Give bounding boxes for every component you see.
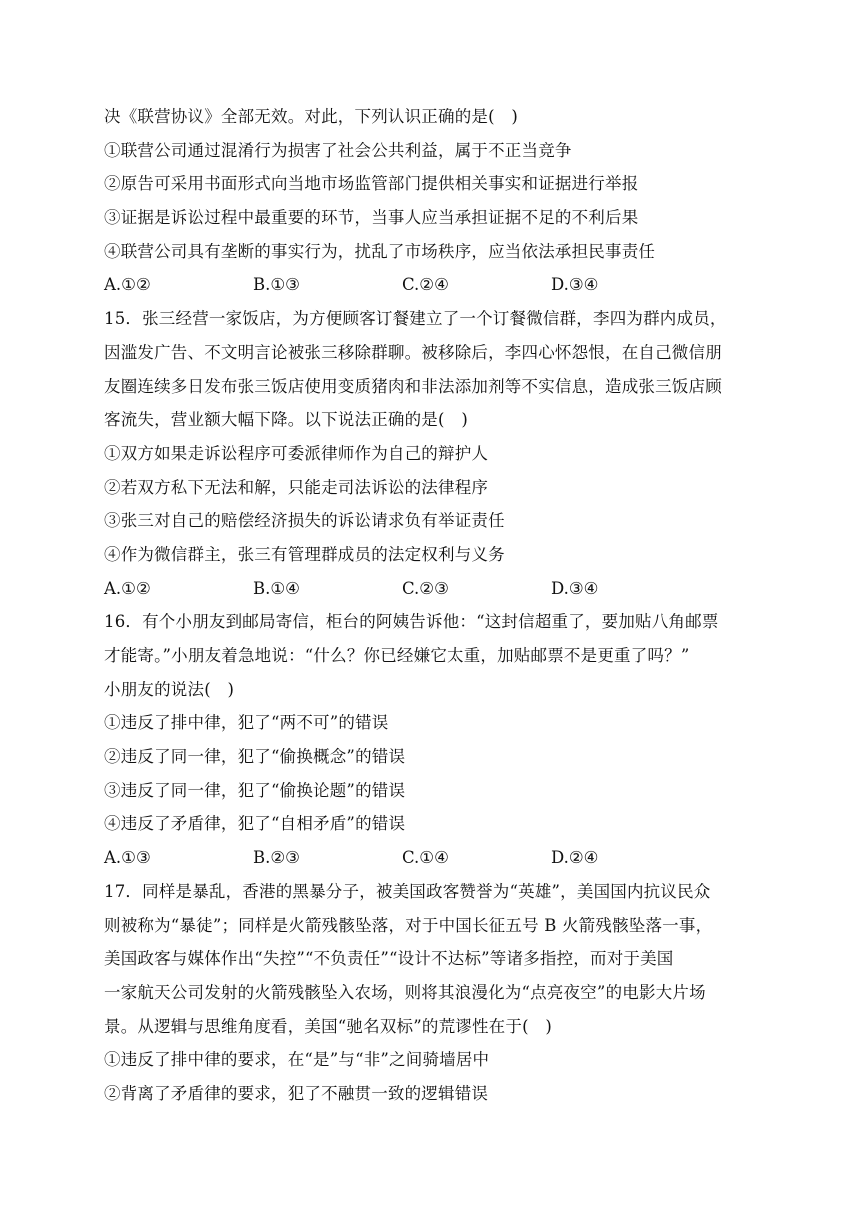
option-d: D.③④ [551, 578, 599, 598]
question-stem-line: 决《联营协议》全部无效。对此，下列认识正确的是( ) [104, 107, 519, 126]
question-stem-line: 因滥发广告、不文明言论被张三移除群聊。被移除后，李四心怀怨恨，在自己微信朋 [104, 342, 722, 362]
option-b: B.①④ [253, 578, 300, 598]
question-stem-line: 则被称为“暴徒”；同样是火箭残骸坠落，对于中国长征五号 B 火箭残骸坠落一事， [104, 915, 713, 935]
option-a: A.①② [104, 275, 151, 295]
statement-4: ④联营公司具有垄断的事实行为，扰乱了市场秩序，应当依法承担民事责任 [104, 241, 656, 261]
question-stem-line: 客流失，营业额大幅下降。以下说法正确的是( ) [104, 410, 468, 430]
question-stem-line: 小朋友的说法( ) [104, 679, 235, 699]
answer-options [104, 841, 754, 875]
option-a: A.①② [104, 578, 151, 598]
option-c: C.①④ [402, 848, 449, 868]
question-17 [104, 875, 754, 1111]
question-stem-line: 友圈连续多日发布张三饭店使用变质猪肉和非法添加剂等不实信息，造成张三饭店顾 [104, 376, 722, 396]
statement-2: ②若双方私下无法和解，只能走司法诉讼的法律程序 [104, 477, 489, 497]
question-list [104, 100, 754, 1111]
question-stem-line: 景。从逻辑与思维角度看，美国“驰名双标”的荒谬性在于( ) [104, 1016, 553, 1036]
answer-options [104, 572, 754, 606]
question-stem-line: 才能寄。”小朋友着急地说：“什么？你已经嫌它太重，加贴邮票不是更重了吗？” [104, 646, 690, 665]
option-a: A.①③ [104, 848, 151, 868]
option-c: C.②③ [402, 578, 449, 598]
statement-1: ①违反了排中律，犯了“两不可”的错误 [104, 713, 389, 733]
statement-1: ①联营公司通过混淆行为损害了社会公共利益，属于不正当竞争 [104, 140, 572, 160]
question-stem-line: 16．有个小朋友到邮局寄信，柜台的阿姨告诉他：“这封信超重了，要加贴八角邮票 [104, 612, 719, 632]
question-stem-line: 17．同样是暴乱，香港的黑暴分子，被美国政客赞誉为“英雄”，美国国内抗议民众 [104, 881, 711, 901]
answer-options [104, 268, 754, 302]
question-14 [104, 100, 754, 302]
option-c: C.②④ [402, 275, 449, 295]
question-stem-line: 一家航天公司发射的火箭残骸坠入农场，则将其浪漫化为“点亮夜空”的电影大片场 [104, 982, 706, 1002]
statement-2: ②背离了矛盾律的要求，犯了不融贯一致的逻辑错误 [104, 1083, 489, 1103]
statement-2: ②违反了同一律，犯了“偷换概念”的错误 [104, 747, 406, 767]
option-d: D.②④ [551, 848, 599, 868]
statement-3: ③证据是诉讼过程中最重要的环节，当事人应当承担证据不足的不利后果 [104, 208, 639, 228]
question-stem-line: 15．张三经营一家饭店，为方便顾客订餐建立了一个订餐微信群，李四为群内成员， [104, 309, 727, 329]
statement-3: ③违反了同一律，犯了“偷换论题”的错误 [104, 780, 406, 800]
question-stem-line: 美国政客与媒体作出“失控”“不负责任”“设计不达标”等诸多指控，而对于美国 [104, 949, 674, 969]
question-15 [104, 302, 754, 605]
option-b: B.②③ [253, 848, 300, 868]
question-16 [104, 605, 754, 875]
statement-4: ④作为微信群主，张三有管理群成员的法定权利与义务 [104, 544, 505, 564]
statement-4: ④违反了矛盾律，犯了“自相矛盾”的错误 [104, 814, 406, 834]
statement-1: ①违反了排中律的要求，在“是”与“非”之间骑墙居中 [104, 1050, 490, 1070]
statement-2: ②原告可采用书面形式向当地市场监管部门提供相关事实和证据进行举报 [104, 174, 639, 194]
option-d: D.③④ [551, 275, 599, 295]
statement-1: ①双方如果走诉讼程序可委派律师作为自己的辩护人 [104, 443, 489, 463]
option-b: B.①③ [253, 275, 300, 295]
statement-3: ③张三对自己的赔偿经济损失的诉讼请求负有举证责任 [104, 511, 505, 531]
